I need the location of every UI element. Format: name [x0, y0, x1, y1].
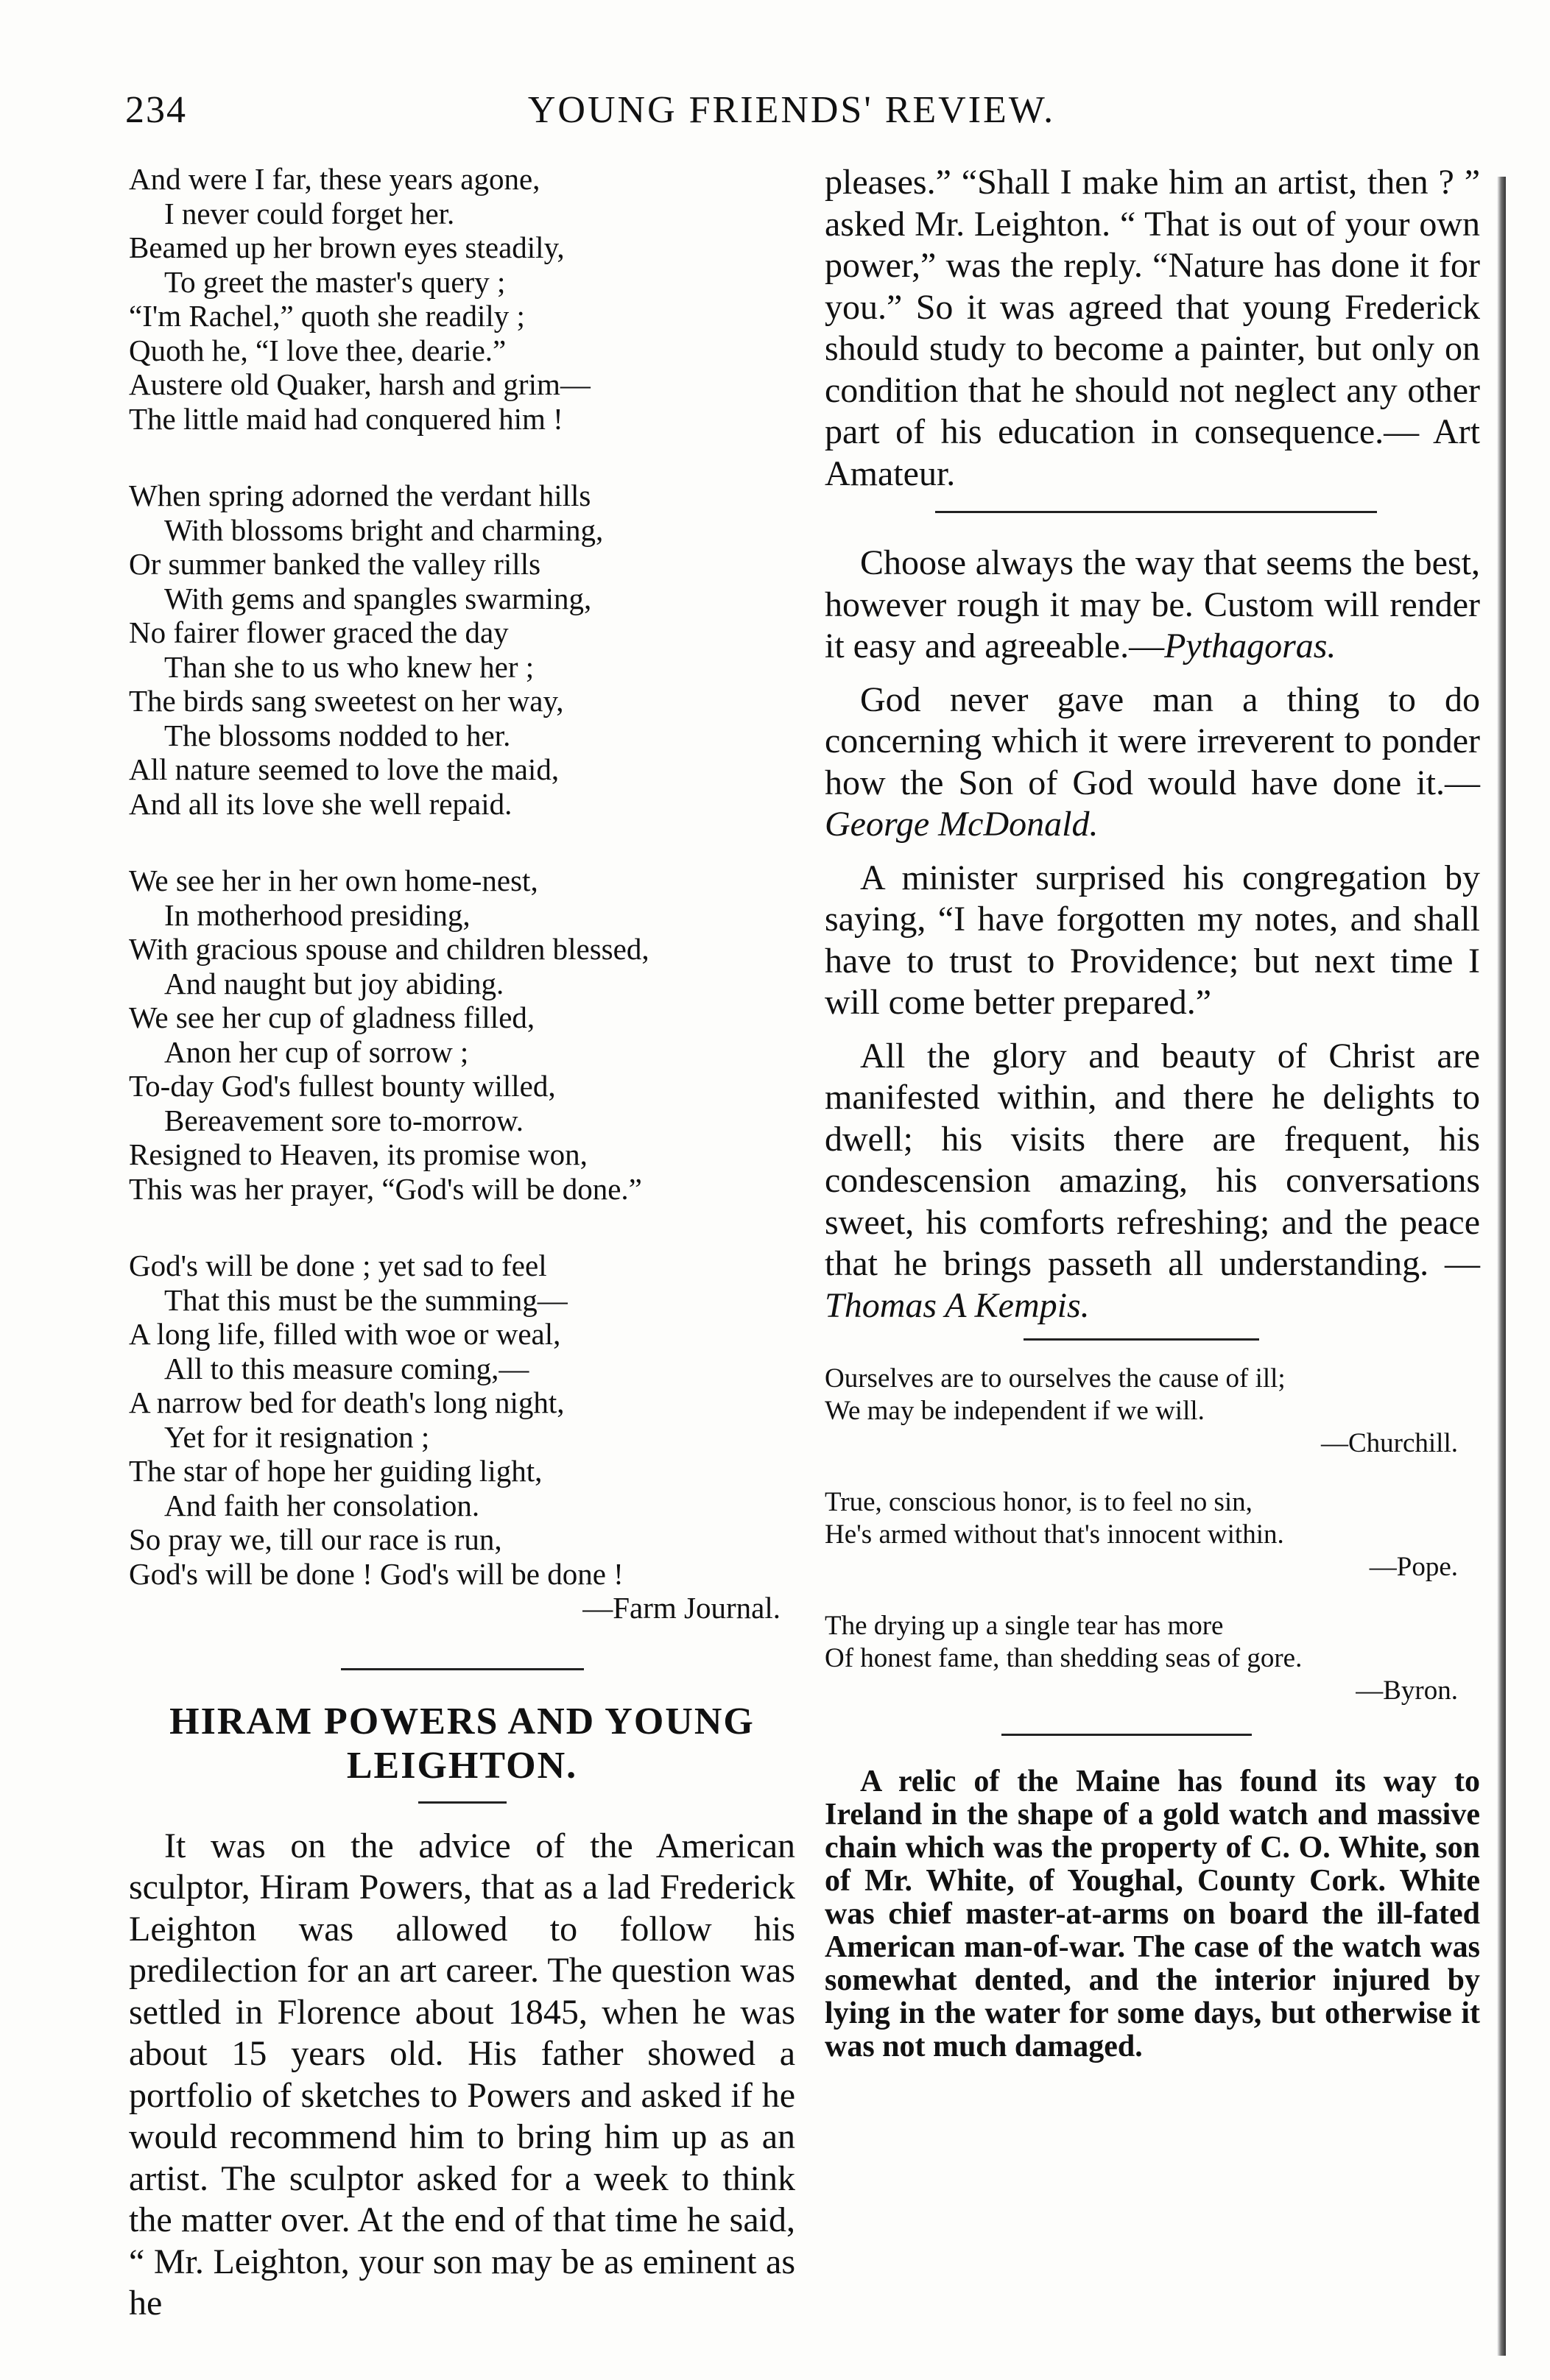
quote-block — [825, 1486, 1480, 1583]
poem-line: Or summer banked the valley rills — [129, 547, 541, 581]
article-title-line1: HIRAM POWERS AND YOUNG — [169, 1700, 755, 1742]
article-title — [129, 1700, 795, 1788]
quote-line: He's armed without that's innocent within. — [825, 1519, 1284, 1550]
maxims — [825, 543, 1480, 1327]
poem-line: Bereavement sore to-morrow. — [164, 1103, 524, 1137]
poem-line: A long life, filled with woe or weal, — [129, 1317, 561, 1351]
poem-line: All nature seemed to love the maid, — [129, 752, 560, 786]
poem-stanza — [129, 864, 795, 1206]
poem-line: Quoth he, “I love thee, dearie.” — [129, 333, 507, 367]
maxim-author: Thomas A Kempis. — [825, 1285, 1090, 1325]
article-body-right: pleases.” “Shall I make him an artist, then ? ” asked Mr. Leighton. “ That is out of your own power,” was the reply. “Nature has done it for you.” So it was agreed that young Frederick should study to become a painter, but only on condition that he should not neglect any other part of his education in consequence.— Art Amateur. — [825, 163, 1480, 493]
maxim-author: Pythagoras. — [1164, 626, 1336, 665]
poem — [129, 162, 795, 1625]
poem-line: The blossoms nodded to her. — [164, 718, 511, 752]
quote-line: We may be independent if we will. — [825, 1396, 1205, 1426]
quote-line: Ourselves are to ourselves the cause of ill; — [825, 1363, 1286, 1394]
poem-line: All to this measure coming,— — [164, 1351, 529, 1385]
poem-line: And naught but joy abiding. — [164, 966, 504, 1000]
poem-line: And were I far, these years agone, — [129, 162, 540, 196]
poem-line: The birds sang sweetest on her way, — [129, 684, 564, 718]
maxim-text: All the glory and beauty of Christ are manifested within, and there he delights to dwell; his visits there are frequent, his condescension amazing, his conversations sweet, his comforts refreshing; and the peace that he brings passeth all understanding. — — [825, 1036, 1480, 1283]
poem-line: And faith her consolation. — [164, 1488, 480, 1522]
divider — [935, 511, 1377, 513]
news-item: A relic of the Maine has found its way to Ireland in the shape of a gold watch and massive chain which was the property of C. O. White, son of Mr. White, of Youghal, County Cork. White was chief master-at-arms on board the ill-fated American man-of-war. The case of the watch was somewhat dented, and the interior injured by lying in the water for some days, but otherwise it was not much damaged. — [825, 1765, 1480, 2063]
quote-line: The drying up a single tear has more — [825, 1611, 1224, 1641]
poem-line: “I'm Rachel,” quoth she readily ; — [129, 299, 525, 333]
poem-line: Resigned to Heaven, its promise won, — [129, 1137, 588, 1171]
poem-stanza — [129, 162, 795, 436]
poem-line: So pray we, till our race is run, — [129, 1522, 502, 1556]
divider — [341, 1668, 584, 1670]
page-number: 234 — [125, 89, 187, 131]
quote-attribution: —Byron. — [1356, 1675, 1458, 1706]
quote-attribution: —Churchill. — [1320, 1428, 1458, 1458]
maxim-text: Choose always the way that seems the best, however rough it may be. Custom will render it easy and agreeable.— — [825, 543, 1480, 665]
poem-line: The star of hope her guiding light, — [129, 1454, 543, 1488]
left-column — [129, 162, 795, 2337]
poem-line: When spring adorned the verdant hills — [129, 479, 591, 512]
poem-line: The little maid had conquered him ! — [129, 401, 563, 436]
poem-line: A narrow bed for death's long night, — [129, 1385, 565, 1419]
poem-line: That this must be the summing— — [164, 1282, 568, 1317]
poem-line: God's will be done ! God's will be done ! — [129, 1556, 624, 1591]
quote-attribution: —Pope. — [1369, 1552, 1458, 1582]
divider — [418, 1801, 507, 1804]
poem-line: God's will be done ; yet sad to feel — [129, 1249, 547, 1282]
poem-line: With blossoms bright and charming, — [164, 512, 604, 547]
poem-line: Yet for it resignation ; — [164, 1419, 430, 1454]
poem-line: In motherhood presiding, — [164, 897, 471, 932]
poem-line: Anon her cup of sorrow ; — [164, 1034, 469, 1069]
poem-line: This was her prayer, “God's will be done.” — [129, 1171, 642, 1206]
poem-line: With gracious spouse and children blessed, — [129, 932, 649, 966]
quote-line: Of honest fame, than shedding seas of gore. — [825, 1643, 1303, 1673]
divider — [1024, 1338, 1259, 1341]
maxim — [825, 858, 1480, 1024]
right-column — [825, 162, 1480, 2063]
maxim-text: A minister surprised his congregation by saying, “I have forgotten my notes, and shall have to trust to Providence; but next time I will come better prepared.” — [825, 858, 1480, 1022]
poem-line: No fairer flower graced the day — [129, 615, 509, 649]
article-title-line2: LEIGHTON. — [346, 1744, 578, 1787]
quote-block — [825, 1363, 1480, 1460]
running-title: YOUNG FRIENDS' REVIEW. — [527, 89, 1056, 131]
poem-line: And all its love she well repaid. — [129, 786, 512, 821]
poem-stanza — [129, 1249, 795, 1625]
poem-line: To-day God's fullest bounty willed, — [129, 1069, 556, 1103]
quotes — [825, 1363, 1480, 1736]
poem-line: With gems and spangles swarming, — [164, 581, 592, 615]
maxim — [825, 1036, 1480, 1327]
maxim — [825, 543, 1480, 668]
poem-line: Than she to us who knew her ; — [164, 649, 535, 684]
poem-line: We see her in her own home-nest, — [129, 864, 538, 897]
maxim — [825, 679, 1480, 846]
poem-line: Beamed up her brown eyes steadily, — [129, 230, 565, 264]
quote-block — [825, 1610, 1480, 1707]
poem-stanza — [129, 479, 795, 821]
poem-line: We see her cup of gladness filled, — [129, 1000, 535, 1034]
divider — [1001, 1734, 1252, 1736]
quote-line: True, conscious honor, is to feel no sin, — [825, 1487, 1253, 1517]
poem-attribution: —Farm Journal. — [582, 1591, 781, 1625]
poem-line: I never could forget her. — [164, 196, 455, 230]
poem-line: Austere old Quaker, harsh and grim— — [129, 367, 591, 401]
maxim-author: George McDonald. — [825, 805, 1099, 844]
page-edge-shadow — [1497, 177, 1506, 2356]
poem-line: To greet the master's query ; — [164, 264, 506, 299]
page-header — [0, 88, 1550, 147]
maxim-text: God never gave man a thing to do concerning which it were irreverent to ponder how the Son of God would have done it.— — [825, 679, 1480, 802]
article-body-left: It was on the advice of the American sculptor, Hiram Powers, that as a lad Frederick Leighton was allowed to follow his predilection for an art career. The question was settled in Florence about 1845, when he was about 15 years old. His father showed a portfolio of sketches to Powers and asked if he would recommend him to bring him up as an artist. The sculptor asked for a week to think the matter over. At the end of that time he said, “ Mr. Leighton, your son may be as eminent as he — [129, 1826, 795, 2323]
